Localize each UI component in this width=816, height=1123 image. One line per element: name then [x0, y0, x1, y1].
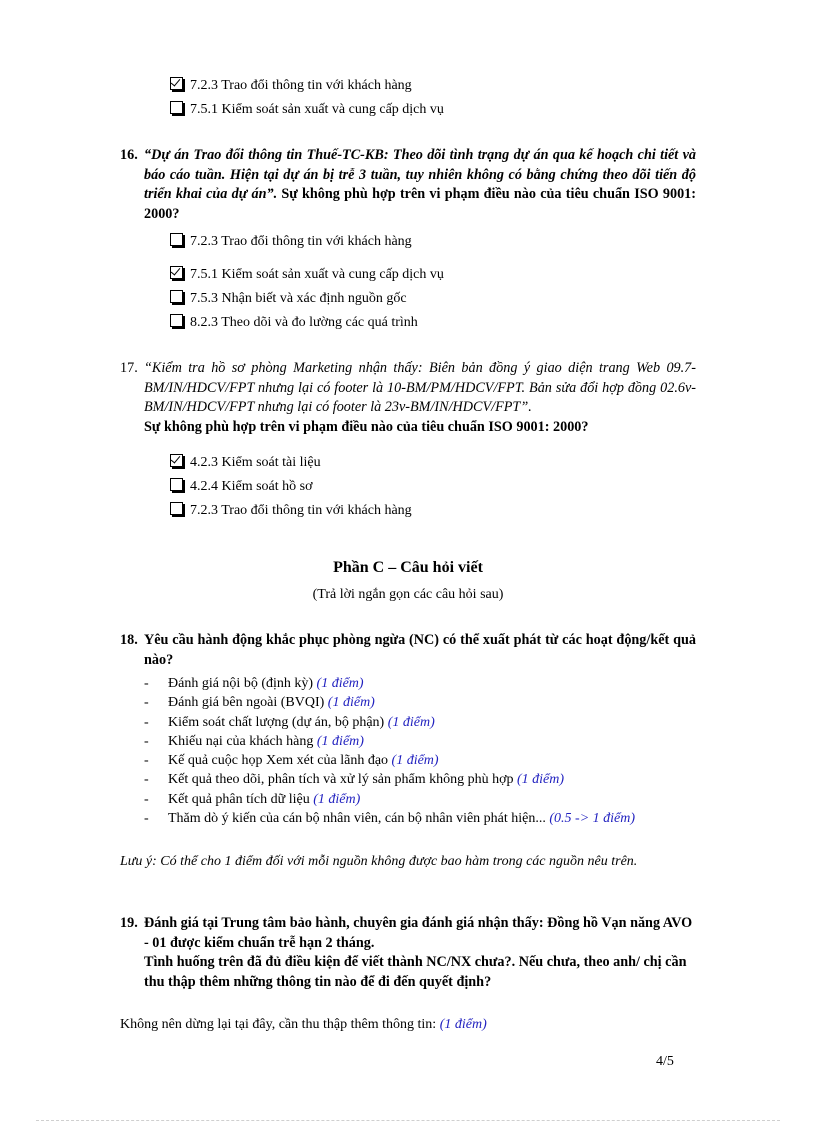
question-18: [120, 631, 696, 670]
checkbox-icon[interactable]: [170, 314, 183, 327]
list-dash: -: [144, 695, 149, 711]
list-dash: -: [144, 714, 149, 730]
question-19: [120, 914, 696, 992]
question-quote: “Kiểm tra hồ sơ phòng Marketing nhận thấy: Biên bản đồng ý giao diện trang Web 09.7-BM/IN/HDCV/FPT nhưng lại có footer là 10-BM/PM/HDCV/FPT. Bản sửa đổi hợp đồng 02.6v-BM/IN/HDCV/FPT nhưng lại có footer là 23v-BM/IN/HDCV/FPT”.: [144, 360, 696, 415]
list-item: [144, 693, 696, 712]
list-item: [144, 732, 696, 751]
item-points: (1 điểm): [316, 733, 364, 749]
item-points: (1 điểm): [387, 714, 435, 730]
question-text: Đánh giá tại Trung tâm bảo hành, chuyên gia đánh giá nhận thấy: Đồng hồ Vạn năng AVO - 01 được kiểm chuẩn trễ hạn 2 tháng.: [144, 915, 693, 951]
question-16: [120, 146, 696, 224]
list-dash: -: [144, 811, 149, 827]
item-text: Kế quả cuộc họp Xem xét của lãnh đạo: [168, 753, 392, 769]
list-dash: -: [144, 753, 149, 769]
option-label: 4.2.3 Kiểm soát tài liệu: [190, 455, 321, 470]
option-4-2-4[interactable]: [170, 477, 313, 497]
checkbox-checked-icon[interactable]: [170, 454, 183, 467]
option-7-2-3[interactable]: [170, 76, 412, 96]
question-text: Sự không phù hợp trên vi phạm điều nào của tiêu chuẩn ISO 9001: 2000?: [144, 418, 589, 435]
checkbox-icon[interactable]: [170, 101, 183, 114]
option-label: 7.2.3 Trao đổi thông tin với khách hàng: [190, 503, 412, 518]
item-text: Đánh giá nội bộ (định kỳ): [168, 676, 317, 691]
answer-points: (1 điểm): [439, 1017, 487, 1032]
option-7-5-1[interactable]: [170, 100, 444, 120]
checkbox-icon[interactable]: [170, 478, 183, 491]
option-label: 7.2.3 Trao đổi thông tin với khách hàng: [190, 234, 412, 249]
option-label: 7.5.3 Nhận biết và xác định nguồn gốc: [190, 291, 407, 306]
question-text: Sự không phù hợp trên vi phạm điều nào của tiêu chuẩn ISO 9001: 2000?: [144, 186, 696, 222]
option-7-5-1[interactable]: [170, 265, 444, 285]
list-dash: -: [144, 772, 149, 788]
question-quote: “Dự án Trao đổi thông tin Thuế-TC-KB: Theo dõi tình trạng dự án qua kế hoạch chi tiết và báo cáo tuần. Hiện tại dự án bị trễ 3 tuần, tuy nhiên không có bằng chứng theo dõi tiến độ triển khai của dự án”.: [144, 147, 696, 202]
question-number: 16.: [120, 147, 138, 163]
item-text: Khiếu nại của khách hàng: [168, 733, 317, 749]
page-bottom-divider: [36, 1120, 780, 1121]
item-text: Kiểm soát chất lượng (dự án, bộ phận): [168, 714, 388, 730]
item-points: (1 điểm): [391, 753, 439, 769]
question-text-2: Tình huống trên đã đủ điều kiện để viết thành NC/NX chưa?. Nếu chưa, theo anh/ chị cần thu thập thêm những thông tin nào để đi đến quyết định?: [144, 954, 687, 990]
list-item: [144, 751, 696, 770]
item-points: (0.5 -> 1 điểm): [549, 811, 636, 827]
option-label: 7.5.1 Kiểm soát sản xuất và cung cấp dịch vụ: [190, 267, 444, 282]
question-17: [120, 359, 696, 437]
page-number: 4/5: [656, 1054, 674, 1069]
option-label: 7.2.3 Trao đổi thông tin với khách hàng: [190, 78, 412, 93]
list-dash: -: [144, 733, 149, 749]
question-number: 18.: [120, 632, 138, 648]
item-text: Đánh giá bên ngoài (BVQI): [168, 695, 328, 711]
checkbox-icon[interactable]: [170, 290, 183, 303]
question-number: 19.: [120, 915, 138, 931]
option-7-2-3[interactable]: [170, 501, 412, 521]
item-text: Kết quả phân tích dữ liệu: [168, 791, 314, 807]
section-subtitle: (Trả lời ngắn gọn các câu hỏi sau): [312, 587, 504, 602]
note-text: Lưu ý: Có thể cho 1 điểm đối với mỗi nguồn không được bao hàm trong các nguồn nêu trên.: [120, 854, 638, 869]
answer-list: [144, 674, 696, 828]
option-7-2-3[interactable]: [170, 232, 412, 252]
option-label: 7.5.1 Kiểm soát sản xuất và cung cấp dịch vụ: [190, 102, 444, 117]
checkbox-checked-icon[interactable]: [170, 77, 183, 90]
checkbox-icon[interactable]: [170, 502, 183, 515]
option-label: 8.2.3 Theo dõi và đo lường các quá trình: [190, 315, 418, 330]
list-item: [144, 790, 696, 809]
item-points: (1 điểm): [327, 695, 375, 711]
option-8-2-3[interactable]: [170, 313, 418, 333]
list-item: [144, 770, 696, 789]
question-number: 17.: [120, 360, 138, 376]
answer-text: Không nên dừng lại tại đây, cần thu thập thêm thông tin:: [120, 1017, 440, 1032]
item-points: (1 điểm): [313, 791, 361, 807]
answer-line: [120, 1017, 487, 1033]
option-7-5-3[interactable]: [170, 289, 407, 309]
item-points: (1 điểm): [517, 772, 565, 788]
list-item: [144, 713, 696, 732]
list-dash: -: [144, 791, 149, 807]
checkbox-icon[interactable]: [170, 233, 183, 246]
item-points: (1 điểm): [316, 676, 364, 691]
list-item: [144, 674, 696, 693]
option-label: 4.2.4 Kiểm soát hồ sơ: [190, 479, 313, 494]
item-text: Thăm dò ý kiến của cán bộ nhân viên, cán bộ nhân viên phát hiện...: [168, 811, 550, 827]
question-text: Yêu cầu hành động khắc phục phòng ngừa (NC) có thể xuất phát từ các hoạt động/kết quả nào?: [144, 632, 696, 668]
option-4-2-3[interactable]: [170, 453, 321, 473]
list-item: [144, 809, 696, 828]
item-text: Kết quả theo dõi, phân tích và xử lý sản phẩm không phù hợp: [168, 772, 517, 788]
checkbox-checked-icon[interactable]: [170, 266, 183, 279]
section-title: Phần C – Câu hỏi viết: [333, 559, 483, 576]
list-dash: -: [144, 676, 149, 691]
